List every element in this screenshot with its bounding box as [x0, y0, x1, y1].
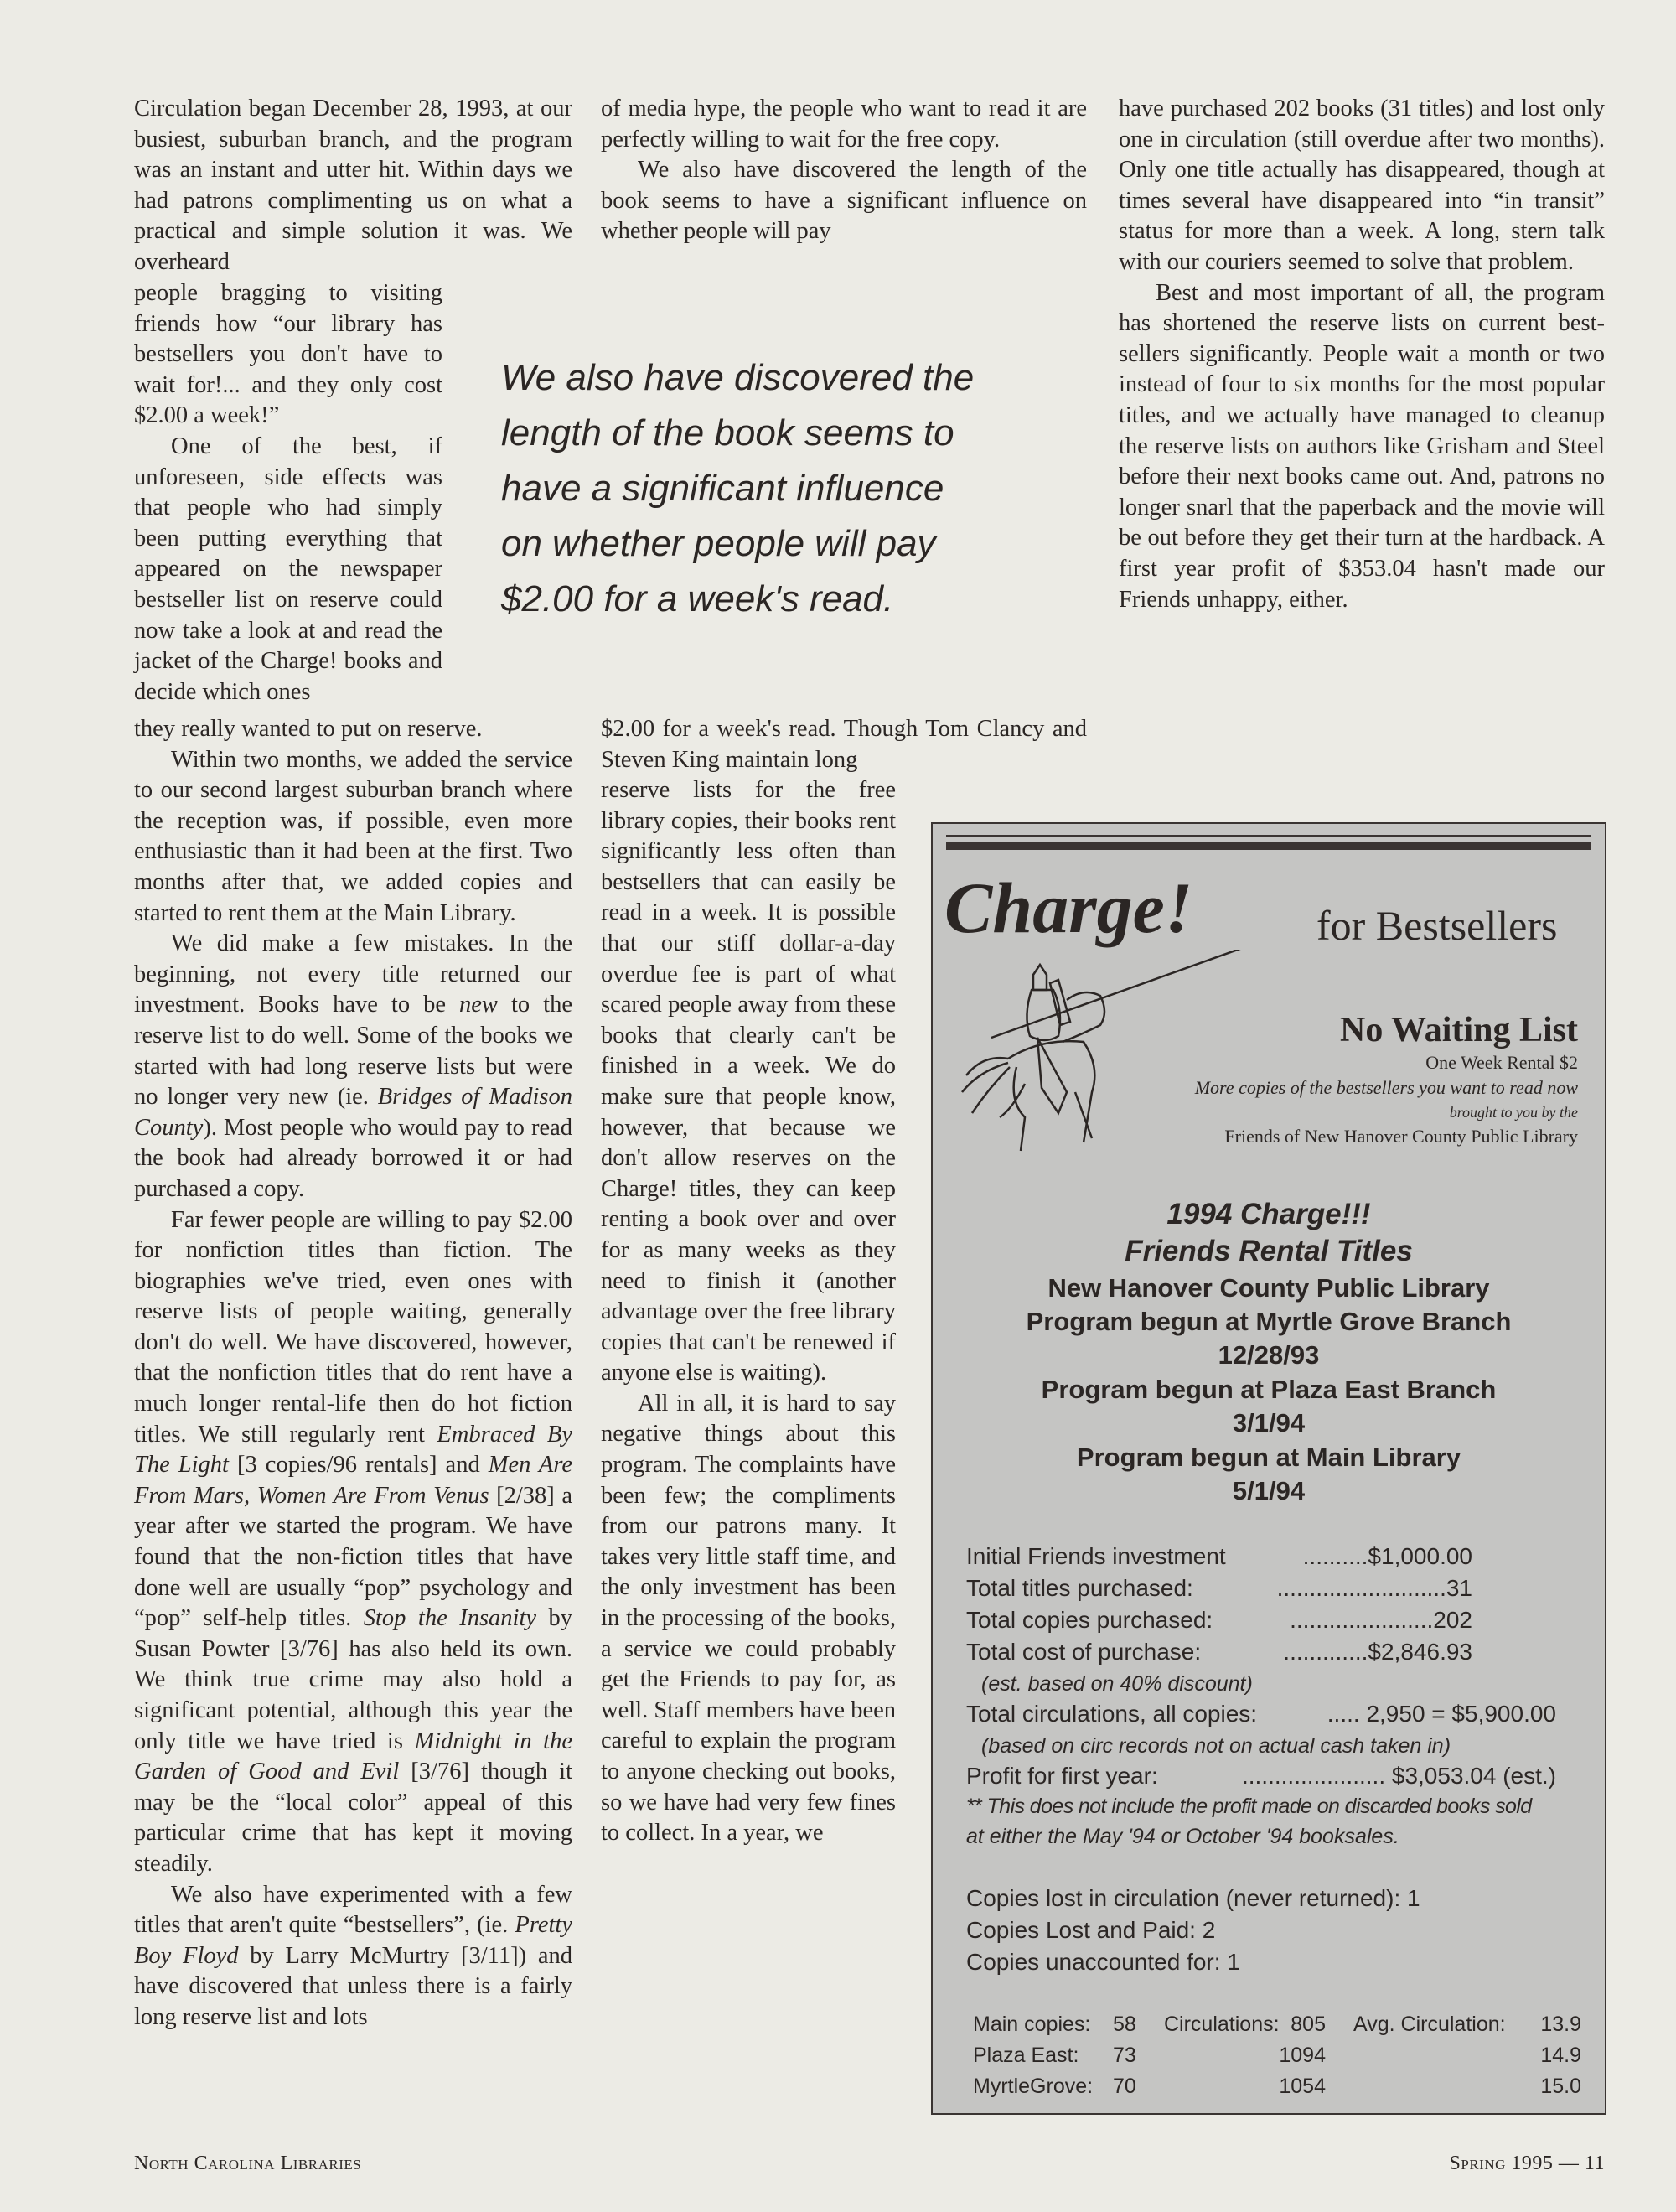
stat-label: Profit for first year:: [966, 1763, 1158, 1789]
branch-name: MyrtleGrove:: [973, 2075, 1094, 2098]
program-line: Program begun at Main Library: [1076, 1443, 1461, 1472]
program-line: Program begun at Plaza East Branch: [1041, 1375, 1497, 1404]
text-run: reserve lists for the free library copies, their books rent significantly less often than bestsellers that can easily be read in a week. It is possible that our stiff dollar-a-day overdue fee is part of what scared people away from these books that clearly can't be finished in a week. We do make sure that people know, however, that because we don't allow reserves on the Charge! titles, they can keep renting a book over and over for as many weeks as they need to finish it (another advantage over the free library copies that can't be renewed if anyone else is waiting).: [601, 777, 896, 1386]
sponsor: Friends of New Hanover County Public Library: [1224, 1126, 1578, 1147]
footer-page-number: Spring 1995 — 11: [1449, 2152, 1605, 2174]
stat-value: ...................... $3,053.04 (est.): [1241, 1763, 1556, 1789]
rental-price: One Week Rental $2: [1425, 1052, 1578, 1073]
text-run: We also have discovered the length of the book seems to have a significant influence on whether people will pay: [601, 157, 1087, 245]
column-2-narrow: [601, 775, 896, 1849]
text-run: Circulation began December 28, 1993, at our busiest, suburban branch, and the program was an instant and utter hit. Within days we had patrons complimenting us on what a practical and simple solution it was. We overheard: [134, 96, 572, 275]
column-1-narrow: [134, 278, 442, 707]
program-line: New Hanover County Public Library: [1048, 1273, 1490, 1303]
program-line: 3/1/94: [1232, 1408, 1306, 1438]
tagline: More copies of the bestsellers you want to read now: [1194, 1077, 1578, 1098]
text-run: We also have experimented with a few titles that aren't quite “bestsellers”, (ie.: [134, 1881, 572, 1939]
text-run: We did make a few mistakes. In the beginning, not every title returned our investment. Books have to be: [134, 930, 572, 1018]
branch-name: Plaza East:: [973, 2044, 1079, 2067]
text-run: Within two months, we added the service to our second largest suburban branch where the reception was, if possible, even more enthusiastic than it had been at the first. Two months after that, we added copies and started to rent them at the Main Library.: [134, 746, 572, 926]
paragraph: [601, 775, 896, 1389]
loss-line: Copies Lost and Paid: 2: [966, 1917, 1216, 1943]
pull-quote: [501, 350, 1054, 627]
column-3: [1119, 94, 1605, 615]
column-2-top: [601, 94, 1087, 247]
pull-quote-line: $2.00 for a week's read.: [501, 578, 894, 619]
italic-title: Bridges of Madison County: [134, 1084, 572, 1141]
italic-title: Embraced By The Light: [134, 1421, 572, 1479]
subtitle: for Bestsellers: [1316, 902, 1558, 949]
text-run: [2/38] a year after we started the program. We have found that the non-fiction titles that have done well are usually “pop” psychology and “pop” self-help titles.: [134, 1482, 572, 1632]
branch-avg: 14.9: [1540, 2044, 1581, 2067]
loss-line: Copies unaccounted for: 1: [966, 1949, 1240, 1975]
footnote: at either the May '94 or October '94 booksales.: [966, 1825, 1399, 1848]
paragraph: [1119, 278, 1605, 616]
footer-publication: North Carolina Libraries: [134, 2152, 362, 2174]
branch-copies: 58: [1113, 2013, 1136, 2036]
stat-value: ..... 2,950 = $5,900.00: [1327, 1701, 1556, 1727]
paragraph: [601, 155, 1087, 247]
text-run: Far fewer people are willing to pay $2.00 for nonfiction titles than fiction. The biographies we've tried, even ones with reserve lists of people waiting, generally don't do well. We have discovered, however, that the nonfiction titles that do rent have a much longer rental-life then do hot fiction titles. We still regularly rent: [134, 1206, 572, 1448]
paragraph: [134, 745, 572, 930]
text-run: by Susan Powter [3/76] has also held its own. We think true crime may also hold a significant potential, although this year the only title we have tried is: [134, 1605, 573, 1754]
pull-quote-line: length of the book seems to: [501, 412, 954, 453]
stat-label: Initial Friends investment: [966, 1543, 1226, 1569]
paragraph: [134, 714, 572, 745]
branch-avg: 13.9: [1540, 2013, 1581, 2036]
loss-line: Copies lost in circulation (never returned): 1: [966, 1885, 1420, 1911]
brought-by: brought to you by the: [1449, 1104, 1578, 1121]
text-run: [3/76] though it may be the “local color” appeal of this particular crime that has kept it moving steadily.: [134, 1759, 572, 1877]
stat-note: (based on circ records not on actual cash taken in): [981, 1734, 1451, 1758]
text-run: $2.00 for a week's read. Though Tom Clancy and Steven King maintain long: [601, 716, 1087, 773]
titles-subheading: Friends Rental Titles: [1125, 1235, 1413, 1267]
text-run: they really wanted to put on reserve.: [134, 716, 483, 742]
paragraph: [134, 432, 442, 707]
avg-label: Avg. Circulation:: [1353, 2013, 1506, 2036]
text-run: by Larry McMurtry [3/11]) and have discovered that unless there is a fairly long reserve list and lots: [134, 1942, 572, 2030]
paragraph: [601, 714, 1087, 775]
text-run: [3 copies/96 rentals] and: [228, 1452, 489, 1479]
text-run: ). Most people who would pay to read the book had already borrowed it or had purchased a copy.: [134, 1114, 572, 1202]
pull-quote-line: have a significant influence: [501, 468, 944, 509]
charge-sidebar: [931, 822, 1606, 2115]
text-run: of media hype, the people who want to read it are perfectly willing to wait for the free copy.: [601, 96, 1087, 153]
branch-copies: 70: [1113, 2075, 1136, 2098]
branch-circ: 805: [1291, 2013, 1326, 2036]
paragraph: [134, 929, 572, 1204]
text-run: to the reserve list to do well. Some of the books we started with had long reserve lists but were no longer very new (ie.: [134, 992, 572, 1111]
branch-circ: 1094: [1279, 2044, 1326, 2067]
divider: [946, 835, 1591, 837]
italic-title: Pretty Boy Floyd: [134, 1912, 572, 1969]
stat-label: Total titles purchased:: [966, 1575, 1193, 1601]
column-1-top: [134, 94, 572, 278]
italic-title: Midnight in the Garden of Good and Evil: [134, 1728, 572, 1785]
headline: No Waiting List: [1340, 1011, 1578, 1049]
stat-note: (est. based on 40% discount): [981, 1672, 1253, 1696]
paragraph: [134, 1880, 572, 2033]
program-line: Program begun at Myrtle Grove Branch: [1026, 1307, 1512, 1336]
italic-title: Men Are From Mars, Women Are From Venus: [134, 1452, 573, 1509]
text-run: All in all, it is hard to say negative things about this program. The complaints have been few; the compliments from our patrons many. It takes very little staff time, and the only investment has been in the processing of the books, a service we could probably get the Friends to pay for, as well. Staff members have been careful to explain the program to anyone checking out books, so we have had very few fines to collect. In a year, we: [601, 1390, 896, 1847]
text-run: Best and most important of all, the program has shortened the reserve lists on current best-sellers significantly. People wait a month or two instead of four to six months for the most popular titles, and we actually have managed to cleanup the reserve lists on authors like Grisham and Steel before their next books came out. And, patrons no longer snarl that the paperback and the movie will be out before they get their turn at the hardback. A first year profit of $353.04 hasn't made our Friends unhappy, either.: [1119, 279, 1605, 613]
pull-quote-line: We also have discovered the: [501, 357, 975, 398]
footnote: ** This does not include the profit made on discarded books sold: [966, 1795, 1532, 1818]
program-line: 12/28/93: [1218, 1340, 1320, 1370]
circ-label: Circulations:: [1164, 2013, 1280, 2036]
paragraph: [134, 1205, 572, 1880]
paragraph: [134, 94, 572, 278]
branch-avg: 15.0: [1540, 2075, 1581, 2098]
stat-value: ..........$1,000.00: [1302, 1543, 1472, 1569]
stat-value: ..........................31: [1276, 1575, 1472, 1601]
stat-label: Total circulations, all copies:: [966, 1701, 1258, 1727]
charge-logo: Charge!: [944, 868, 1193, 948]
italic-title: new: [459, 992, 498, 1018]
paragraph: [601, 94, 1087, 155]
paragraph: [1119, 94, 1605, 278]
italic-title: Stop the Insanity: [363, 1605, 537, 1632]
titles-heading: 1994 Charge!!!: [1166, 1198, 1371, 1230]
divider: [946, 842, 1591, 850]
branch-name: Main copies:: [973, 2013, 1091, 2036]
branch-circ: 1054: [1279, 2075, 1326, 2098]
branch-copies: 73: [1113, 2044, 1136, 2067]
stat-value: .............$2,846.93: [1283, 1639, 1472, 1665]
program-line: 5/1/94: [1232, 1476, 1306, 1505]
text-run: people bragging to visiting friends how “our library has bestsellers you don't have to wait for!... and they only cost $2.00 a week!”: [134, 280, 442, 429]
column-2-middle: [601, 714, 1087, 775]
stat-label: Total cost of purchase:: [966, 1639, 1202, 1665]
paragraph: [601, 1389, 896, 1849]
stat-label: Total copies purchased:: [966, 1607, 1213, 1633]
text-run: One of the best, if unforeseen, side effects was that people who had simply been putting everything that appeared on the newspaper bestseller list on reserve could now take a look at and read the jacket of the Charge! books and decide which ones: [134, 433, 442, 705]
text-run: have purchased 202 books (31 titles) and lost only one in circulation (still overdue after two months). Only one title actually has disappeared, though at times several have disappeared into “in transit” status for more than a week. A long, stern talk with our couriers seemed to solve that problem.: [1119, 96, 1605, 275]
column-1-bottom: [134, 714, 572, 2033]
stat-value: ......................202: [1290, 1607, 1472, 1633]
paragraph: [134, 278, 442, 432]
pull-quote-line: on whether people will pay: [501, 523, 936, 564]
